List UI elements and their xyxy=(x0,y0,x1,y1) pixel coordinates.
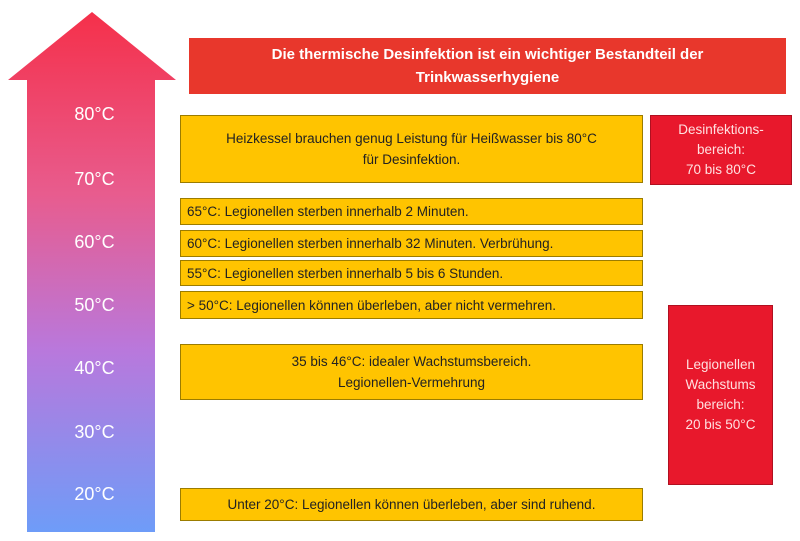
scale-label-60: 60°C xyxy=(74,232,115,252)
wachstum-line-2: Legionellen-Vermehrung xyxy=(337,375,486,390)
heizkessel-line-2: für Desinfektion. xyxy=(362,152,461,167)
wachstum-range-box xyxy=(668,305,773,485)
title-line-2: Trinkwasserhygiene xyxy=(415,69,560,86)
heizkessel-line-1: Heizkessel brauchen genug Leistung für Heißwasser bis 80°C xyxy=(226,131,597,146)
temperature-arrow xyxy=(0,0,190,541)
box-65c: 65°C: Legionellen sterben innerhalb 2 Minuten. xyxy=(180,198,643,225)
wachstum-range-line-1: Legionellen xyxy=(685,357,756,372)
heizkessel-box xyxy=(180,115,643,183)
wachstum-range-line-2: Wachstums xyxy=(685,377,756,392)
box-55c: 55°C: Legionellen sterben innerhalb 5 bis 6 Stunden. xyxy=(180,260,643,286)
box-50c: > 50°C: Legionellen können überleben, aber nicht vermehren. xyxy=(180,291,643,319)
scale-label-40: 40°C xyxy=(74,358,115,378)
box-under-20c: Unter 20°C: Legionellen können überleben, aber sind ruhend. xyxy=(180,488,643,521)
scale-label-70: 70°C xyxy=(74,169,115,189)
scale-label-50: 50°C xyxy=(74,295,115,315)
desinfektion-range-box xyxy=(650,115,792,185)
desinfektion-line-3: 70 bis 80°C xyxy=(686,162,756,177)
wachstum-line-1: 35 bis 46°C: idealer Wachstumsbereich. xyxy=(291,354,532,369)
scale-label-80: 80°C xyxy=(74,104,115,124)
wachstum-box xyxy=(180,344,643,400)
scale-label-20: 20°C xyxy=(74,484,115,504)
title-banner xyxy=(189,38,786,94)
scale-label-30: 30°C xyxy=(74,422,115,442)
desinfektion-line-1: Desinfektions- xyxy=(678,122,764,137)
title-line-1: Die thermische Desinfektion ist ein wichtiger Bestandteil der xyxy=(271,46,704,63)
wachstum-range-line-3: bereich: xyxy=(696,397,745,412)
box-60c: 60°C: Legionellen sterben innerhalb 32 Minuten. Verbrühung. xyxy=(180,230,643,257)
desinfektion-line-2: bereich: xyxy=(696,142,745,157)
wachstum-range-line-4: 20 bis 50°C xyxy=(685,417,756,432)
